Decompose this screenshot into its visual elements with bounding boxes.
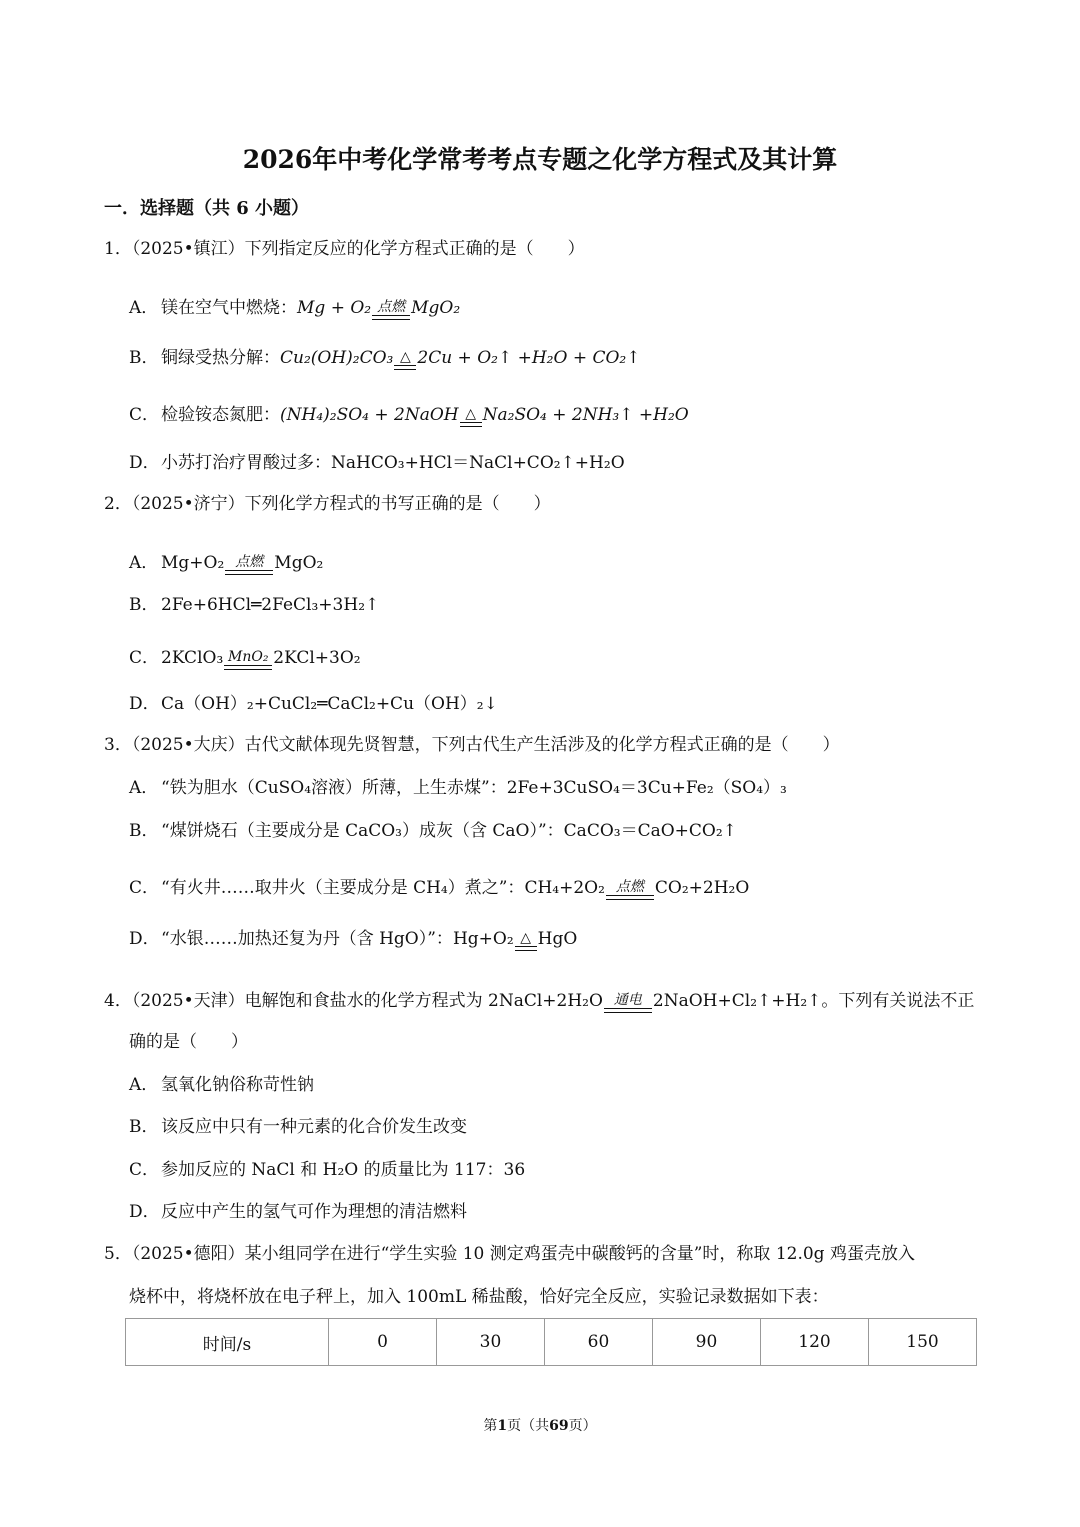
page-footer	[0, 1415, 1080, 1435]
reaction-condition	[225, 555, 273, 575]
option-text: 铜绿受热分解：	[161, 348, 280, 368]
option-text: Ca（OH）₂+CuCl₂═CaCl₂+Cu（OH）₂↓	[161, 694, 498, 714]
q4-stem-part1: 4．（2025•天津）电解饱和食盐水的化学方程式为 2NaCl+2H₂O	[104, 991, 603, 1011]
equation-right: MgO₂	[274, 553, 324, 573]
equation-right: 2Cu + O₂↑ +H₂O + CO₂↑	[417, 348, 641, 368]
equation-left: Hg+O₂	[452, 929, 514, 949]
option-label: B．	[129, 821, 159, 841]
q3-option-b	[129, 817, 737, 845]
q4-stem	[104, 987, 974, 1015]
q3-option-a	[129, 774, 787, 802]
footer-middle: 页（共	[507, 1418, 550, 1434]
equation-left: 2KClO₃	[161, 648, 224, 668]
footer-prefix: 第	[483, 1418, 498, 1434]
q5-stem-line1: 5．（2025•德阳）某小组同学在进行“学生实验 10 测定鸡蛋壳中碳酸钙的含量”时，称取 12.0g 鸡蛋壳放入	[104, 1244, 915, 1264]
equation-right: 2KCl+3O₂	[273, 648, 361, 668]
q2-option-d	[129, 690, 498, 718]
condition-label: 点燃	[377, 299, 406, 315]
q1-option-c	[129, 401, 689, 429]
q2-option-b	[129, 591, 379, 619]
reaction-condition	[604, 993, 652, 1013]
q2-option-c	[129, 644, 361, 672]
option-text: 氢氧化钠俗称苛性钠	[161, 1075, 314, 1095]
table-header-cell: 时间/s	[126, 1319, 329, 1366]
q1-option-d	[129, 449, 625, 477]
double-equals	[225, 570, 273, 575]
option-text: 检验铵态氮肥：	[161, 405, 280, 425]
option-label: A．	[129, 778, 159, 798]
reaction-condition	[606, 880, 654, 900]
table-cell: 30	[437, 1319, 545, 1366]
q3-option-c	[129, 874, 749, 902]
table-cell: 0	[329, 1319, 437, 1366]
table-cell: 150	[869, 1319, 977, 1366]
table-row	[126, 1319, 977, 1366]
option-label: D．	[129, 694, 160, 714]
reaction-condition	[394, 350, 416, 370]
q4-option-b	[129, 1113, 467, 1141]
q1-option-b	[129, 344, 640, 372]
option-text: 2Fe+6HCl═2FeCl₃+3H₂↑	[161, 595, 380, 615]
q3-option-d	[129, 925, 577, 953]
equation-left: CH₄+2O₂	[524, 878, 605, 898]
equation-right: HgO	[537, 929, 578, 949]
option-label: A．	[129, 298, 159, 318]
reaction-condition	[372, 300, 410, 320]
q4-option-a	[129, 1071, 314, 1099]
footer-page-number: 1	[497, 1418, 508, 1434]
option-text: “水银……加热还复为丹（含 HgO）”：	[161, 929, 453, 949]
option-label: C．	[129, 405, 160, 425]
q2-stem: 2．（2025•济宁）下列化学方程式的书写正确的是（ ）	[104, 494, 551, 514]
option-label: B．	[129, 348, 159, 368]
condition-label: △	[465, 406, 477, 422]
option-label: D．	[129, 453, 160, 473]
page-title: 2026年中考化学常考考点专题之化学方程式及其计算	[242, 145, 838, 174]
option-label: D．	[129, 929, 160, 949]
q3-stem: 3．（2025•大庆）古代文献体现先贤智慧，下列古代生产生活涉及的化学方程式正确的是（ ）	[104, 735, 840, 755]
equation-right: MgO₂	[411, 298, 461, 318]
option-text: 镁在空气中燃烧：	[161, 298, 297, 318]
option-label: C．	[129, 878, 160, 898]
option-label: A．	[129, 553, 159, 573]
condition-label: 点燃	[615, 879, 644, 895]
option-text: “有火井……取井火（主要成分是 CH₄）煮之”：	[161, 878, 525, 898]
equation-left: (NH₄)₂SO₄ + 2NaOH	[280, 405, 459, 425]
q4-option-c	[129, 1156, 525, 1184]
option-text: 该反应中只有一种元素的化合价发生改变	[161, 1117, 467, 1137]
q1-option-a	[129, 294, 460, 322]
option-text: “铁为胆水（CuSO₄溶液）所薄，上生赤煤”：2Fe+3CuSO₄＝3Cu+Fe₂（SO₄）₃	[161, 778, 787, 798]
equation-left: Mg+O₂	[161, 553, 225, 573]
q4-option-d	[129, 1198, 467, 1226]
option-label: B．	[129, 595, 159, 615]
data-table	[125, 1318, 977, 1366]
double-equals	[394, 365, 416, 370]
reaction-condition	[460, 407, 482, 427]
option-text: 反应中产生的氢气可作为理想的清洁燃料	[161, 1202, 467, 1222]
q1-stem: 1．（2025•镇江）下列指定反应的化学方程式正确的是（ ）	[104, 239, 585, 259]
equation-right: CO₂+2H₂O	[654, 878, 750, 898]
condition-label: △	[399, 349, 411, 365]
double-equals	[372, 315, 410, 320]
q4-stem-part2: 2NaOH+Cl₂↑+H₂↑。下列有关说法不正	[652, 991, 975, 1011]
equation-left: Cu₂(OH)₂CO₃	[280, 348, 394, 368]
footer-total-pages: 69	[549, 1418, 569, 1434]
reaction-condition	[224, 650, 272, 670]
option-text: 参加反应的 NaCl 和 H₂O 的质量比为 117：36	[161, 1160, 526, 1180]
table-cell: 60	[545, 1319, 653, 1366]
q5-stem-line2: 烧杯中，将烧杯放在电子秤上，加入 100mL 稀盐酸，恰好完全反应，实验记录数据如下表：	[129, 1287, 829, 1307]
reaction-condition	[515, 931, 537, 951]
option-label: D．	[129, 1202, 160, 1222]
option-label: A．	[129, 1075, 159, 1095]
section-heading: 一．选择题（共 6 小题）	[104, 198, 310, 219]
double-equals	[460, 422, 482, 427]
equation-left: Mg + O₂	[297, 298, 372, 318]
double-equals	[515, 946, 537, 951]
condition-label: 点燃	[235, 554, 264, 570]
footer-suffix: 页）	[568, 1418, 597, 1434]
option-label: C．	[129, 1160, 160, 1180]
q4-stem-line2: 确的是（ ）	[129, 1032, 248, 1052]
table-cell: 90	[653, 1319, 761, 1366]
equation-right: Na₂SO₄ + 2NH₃↑ +H₂O	[482, 405, 689, 425]
option-label: C．	[129, 648, 160, 668]
double-equals	[604, 1008, 652, 1013]
double-equals	[606, 895, 654, 900]
option-text: “煤饼烧石（主要成分是 CaCO₃）成灰（含 CaO）”：CaCO₃＝CaO+CO₂↑	[161, 821, 737, 841]
double-equals	[224, 665, 272, 670]
option-label: B．	[129, 1117, 159, 1137]
option-text: 小苏打治疗胃酸过多：NaHCO₃+HCl＝NaCl+CO₂↑+H₂O	[161, 453, 625, 473]
q2-option-a	[129, 549, 323, 577]
table-cell: 120	[761, 1319, 869, 1366]
condition-label: MnO₂	[228, 649, 269, 665]
condition-label: 通电	[613, 992, 642, 1008]
condition-label: △	[520, 930, 532, 946]
